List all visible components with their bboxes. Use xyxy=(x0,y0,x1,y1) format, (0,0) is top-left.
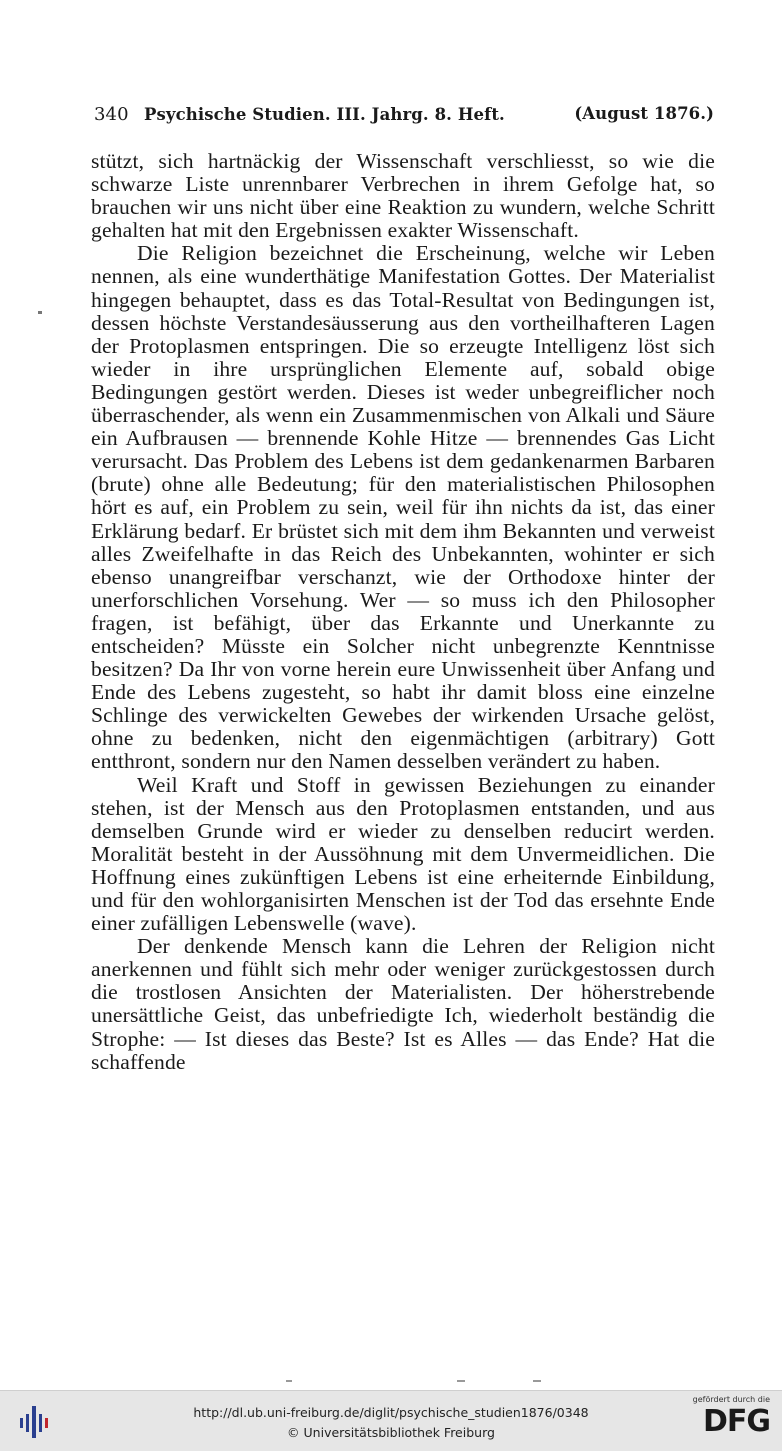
issue-date: (August 1876.) xyxy=(574,104,714,123)
journal-title: Psychische Studien. III. Jahrg. 8. Heft. xyxy=(144,105,505,124)
paragraph: Die Religion bezeichnet die Erscheinung, welche wir Leben nennen, als eine wunderthätige Manifestation Gottes. Der Materialist hingegen behauptet, dass es das Total-Resultat von Bedingungen ist, dessen höchste Verstandesäusserung aus den vortheilhafteren Lagen der Protoplasmen entspringen. Die so erzeugte Intelligenz löst sich wieder in ihre ursprünglichen Elemente auf, sobald obige Bedingungen gestört werden. Dieses ist weder unbegreiflicher noch überraschender, als wenn ein Zusammenmischen von Alkali und Säure ein Aufbrausen — brennende Kohle Hitze — brennendes Gas Licht verursacht. Das Problem des Lebens ist dem gedankenarmen Barbaren (brute) ohne alle Bedeutung; für den materialistischen Philosophen hört es auf, ein Problem zu sein, weil für ihn nichts da ist, das einer Erklärung bedarf. Er brüstet sich mit dem ihm Bekannten und verweist alles Zweifelhafte in das Reich des Unbekannten, wohinter er sich ebenso unangreifbar verschanzt, wie der Orthodoxe hinter der unerforschlichen Vorsehung. Wer — so muss ich den Philosopher fragen, ist befähigt, über das Erkannte und Unerkannte zu entscheiden? Müsste ein Solcher nicht unbegrenzte Kenntnisse besitzen? Da Ihr von vorne herein eure Unwissenheit über Anfang und Ende des Lebens zugesteht, so habt ihr damit bloss eine einzelne Schlinge des verwickelten Gewebes der wirkenden Ursache gelöst, ohne zu bedenken, nicht den eigenmächtigen (arbitrary) Gott entthront, sondern nur den Namen desselben verändert zu haben. xyxy=(91,241,715,774)
body-text xyxy=(91,150,715,1074)
paragraph: Der denkende Mensch kann die Lehren der Religion nicht anerkennen und fühlt sich mehr oder weniger zurückgestossen durch die trostlosen Ansichten der Materialisten. Der höherstrebende unersättliche Geist, das unbefriedigte Ich, wiederholt beständig die Strophe: — Ist dieses das Beste? Ist es Alles — das Ende? Hat die schaffende xyxy=(91,934,715,1074)
copyright-notice: © Universitätsbibliothek Freiburg xyxy=(287,1425,495,1440)
page-number: 340 xyxy=(94,104,129,125)
running-header xyxy=(94,104,714,125)
margin-speck xyxy=(38,311,42,314)
scan-mark xyxy=(457,1380,465,1382)
viewer-footer xyxy=(0,1390,782,1451)
dfg-logo: DFG xyxy=(702,1404,770,1439)
paragraph: stützt, sich hartnäckig der Wissenschaft verschliesst, so wie die schwarze Liste unrennbarer Verbrechen in ihrem Gefolge hat, so brauchen wir uns nicht über eine Reaktion zu wundern, welche Schritt gehalten hat mit den Ergebnissen exakter Wissenschaft. xyxy=(91,149,715,243)
scan-mark xyxy=(286,1380,292,1382)
funding-note: gefördert durch die xyxy=(692,1395,770,1404)
scan-mark xyxy=(533,1380,541,1382)
paragraph: Weil Kraft und Stoff in gewissen Beziehungen zu einander stehen, ist der Mensch aus den Protoplasmen entstanden, und aus demselben Grunde wird er wieder zu denselben reducirt werden. Moralität besteht in der Aussöhnung mit dem Unvermeidlichen. Die Hoffnung eines zukünftigen Lebens ist eine erheiternde Einbildung, und für den wohlorganisirten Menschen ist der Tod das ersehnte Ende einer zufälligen Lebenswelle (wave). xyxy=(91,772,715,936)
source-url: http://dl.ub.uni-freiburg.de/diglit/psychische_studien1876/0348 xyxy=(193,1405,589,1420)
